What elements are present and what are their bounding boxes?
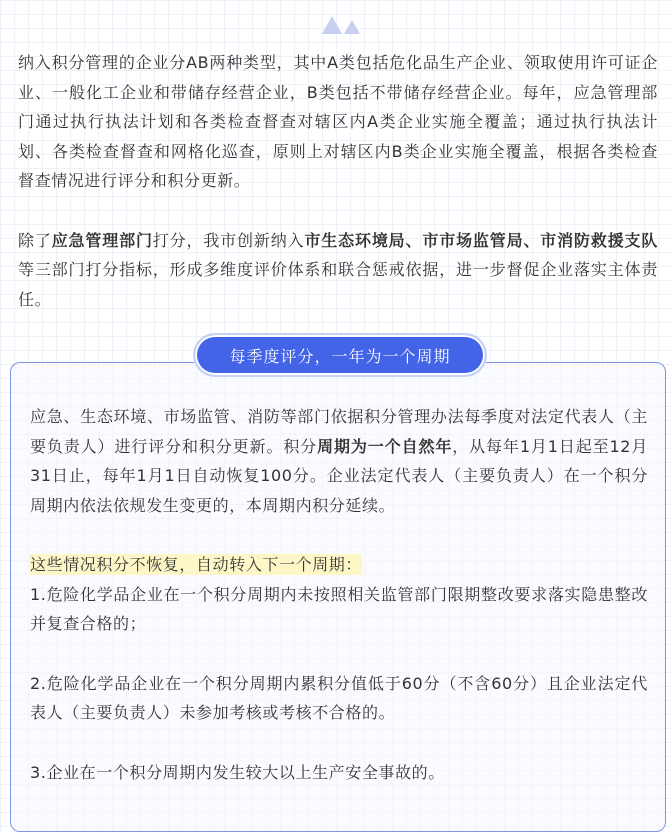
list-item-2: 2.危险化学品企业在一个积分周期内累积分值低于60分（不含60分）且企业法定代表人（主要负责人）未参加考核或考核不合格的。 [30,673,648,722]
highlighted-note: 这些情况积分不恢复，自动转入下一个周期： [30,555,363,574]
text-segment: 打分，我市创新纳入 [152,230,305,250]
bold-natural-year: 周期为一个自然年 [317,436,453,456]
no-restore-note [30,550,648,580]
bold-three-departments: 市生态环境局、市市场监管局、市消防救援支队 [304,230,658,250]
bold-emergency-dept: 应急管理部门 [51,230,153,250]
intro-paragraph-1: 纳入积分管理的企业分AB两种类型，其中A类包括危化品生产企业、领取使用许可证企业、一般化工企业和带储存经营企业，B类包括不带储存经营企业。每年，应急管理部门通过执行执法计划和各类检查督查对辖区内A类企业实施全覆盖；通过执行执法计划、各类检查督查和网格化巡查，原则上对辖区内B类企业实施全覆盖，根据各类检查督查情况进行评分和积分更新。 [18,53,658,190]
intro-paragraph-2 [18,226,658,315]
text-segment: 等三部门打分指标，形成多维度评价体系和联合惩戒依据，进一步督促企业落实主体责任。 [18,260,658,309]
intro-section [18,48,658,314]
text-segment: ，从每年1月1日起至12月31日止，每年1月1日自动恢复100分。企业法定代表人（主要负责人）在一个积分周期内依法依规发生变更的，本周期内积分延续。 [30,436,648,515]
card-body [30,402,648,787]
section-title-pill: 每季度评分，一年为一个周期 [193,333,487,377]
list-item-1: 1.危险化学品企业在一个积分周期内未按照相关监管部门限期整改要求落实隐患整改并复查合格的； [30,584,648,633]
list-item-3: 3.企业在一个积分周期内发生较大以上生产安全事故的。 [30,762,445,782]
text-segment: 应急、生态环境、市场监管、消防等部门依据积分管理办法每季度对法定代表人（主要负责人）进行评分和积分更新。积分 [30,407,648,456]
mountain-triangles-icon [318,12,366,34]
text-segment: 除了 [18,230,52,250]
cycle-description [30,402,648,520]
